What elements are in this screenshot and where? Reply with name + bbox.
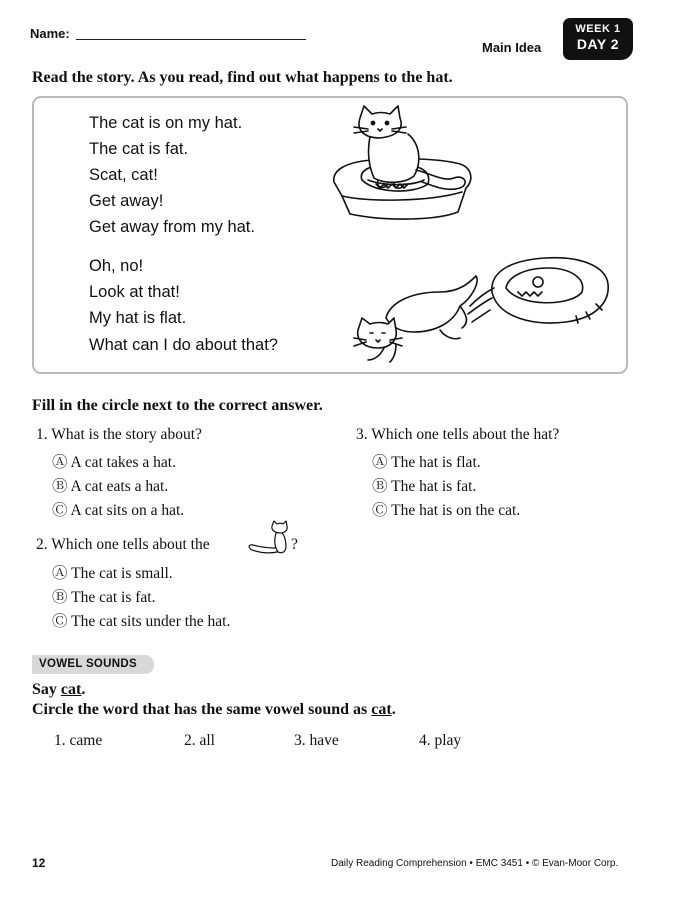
q3-option-b[interactable]: Ⓑ The hat is fat. [372,478,477,495]
circle-prefix: Circle the word that has the same vowel sound as [32,701,372,718]
read-instruction: Read the story. As you read, find out what happens to the hat. [32,69,453,86]
vowel-sounds-tag: VOWEL SOUNDS [32,655,154,674]
fill-instruction: Fill in the circle next to the correct answer. [32,397,323,414]
question-3: 3. Which one tells about the hat? [356,426,560,443]
story-line: What can I do about that? [89,336,278,354]
q3-option-c[interactable]: Ⓒ The hat is on the cat. [372,502,521,519]
question-2: 2. Which one tells about the [36,536,210,553]
cat-on-hat-illustration [328,104,478,228]
q2-option-c[interactable]: Ⓒ The cat sits under the hat. [52,613,231,630]
week-label: WEEK 1 [575,23,621,35]
question-1: 1. What is the story about? [36,426,202,443]
story-line: The cat is on my hat. [89,114,243,132]
day-label: DAY 2 [576,36,620,52]
story-line: The cat is fat. [89,140,189,158]
question-2-end: ? [291,536,298,553]
circle-suffix: . [391,701,396,718]
section-title: Main Idea [482,40,542,55]
word-choice-2[interactable]: 2. all [184,732,215,749]
q1-option-c[interactable]: Ⓒ A cat sits on a hat. [52,502,185,519]
word-choice-3[interactable]: 3. have [294,732,339,749]
q2-option-b[interactable]: Ⓑ The cat is fat. [52,589,156,606]
story-line: Get away from my hat. [89,218,255,236]
q1-option-b[interactable]: Ⓑ A cat eats a hat. [52,478,169,495]
name-label: Name: [30,26,70,41]
week-day-badge [563,18,633,60]
story-line: Scat, cat! [89,166,158,184]
footer-credit: Daily Reading Comprehension • EMC 3451 • © Evan-Moor Corp. [331,858,619,869]
story-line: Look at that! [89,283,180,301]
name-field-line[interactable] [76,39,306,40]
say-prefix: Say [32,681,61,698]
word-choice-4[interactable]: 4. play [419,732,462,749]
story-line: Get away! [89,192,164,210]
small-cat-icon [244,520,290,556]
say-instruction [32,681,85,699]
story-line: Oh, no! [89,257,144,275]
say-suffix: . [81,681,86,698]
q1-option-a[interactable]: Ⓐ A cat takes a hat. [52,454,176,471]
story-line: My hat is flat. [89,309,187,327]
q2-option-a[interactable]: Ⓐ The cat is small. [52,565,173,582]
circle-instruction [32,701,396,719]
q3-option-a[interactable]: Ⓐ The hat is flat. [372,454,481,471]
circle-word: cat [371,701,392,718]
page-number: 12 [32,856,46,870]
say-word: cat [60,681,82,698]
word-choice-1[interactable]: 1. came [54,732,103,749]
flat-hat-illustration [350,252,620,372]
